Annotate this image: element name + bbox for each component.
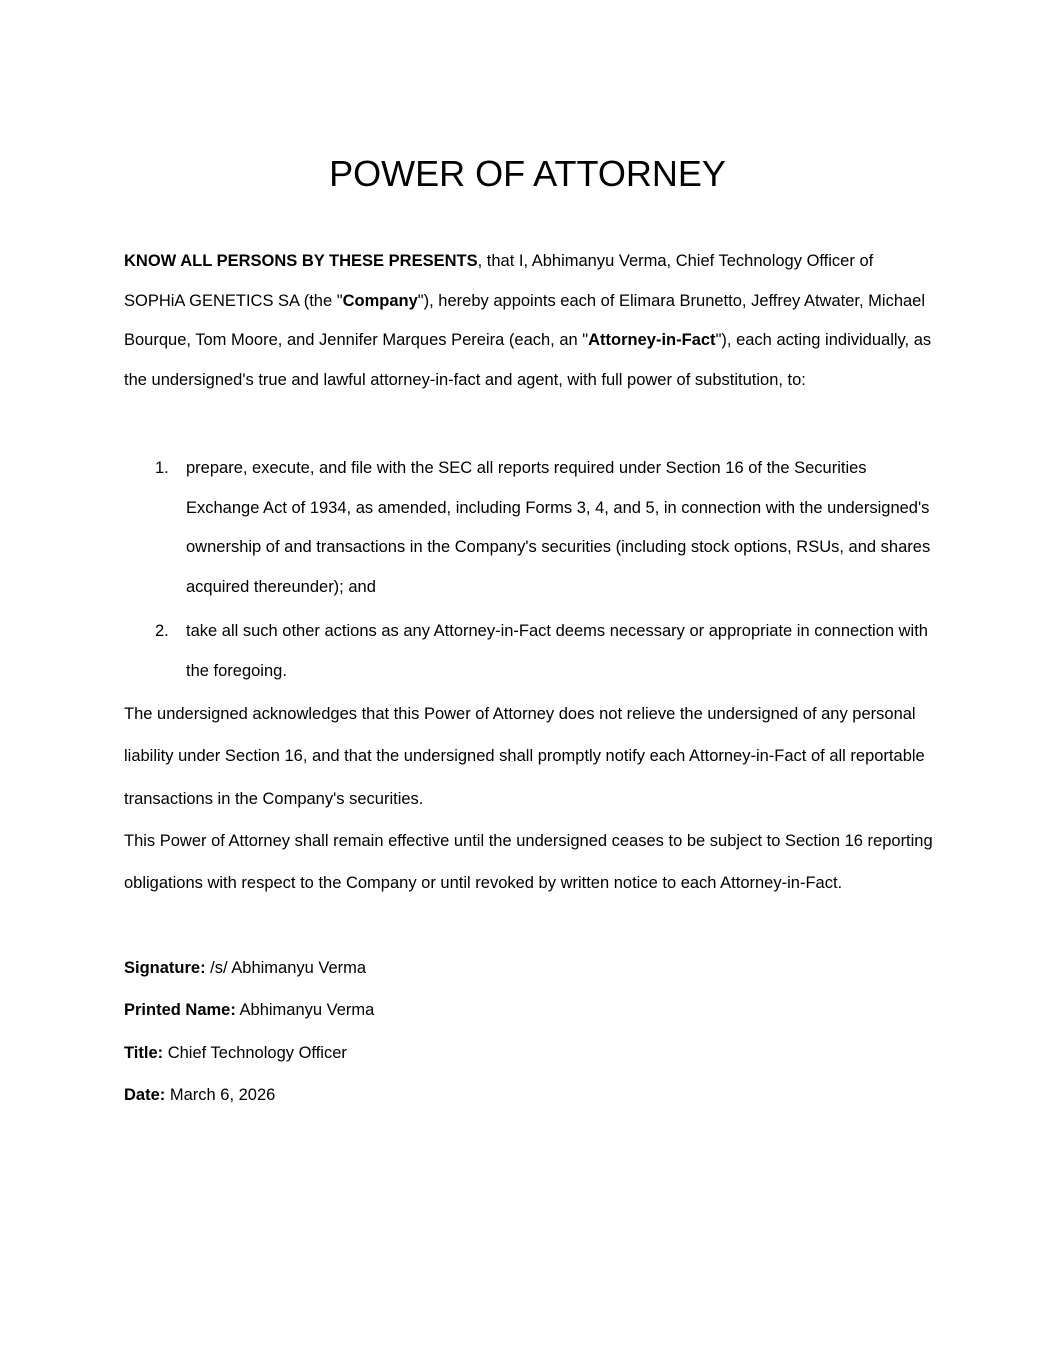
attorney-in-fact-term: Attorney-in-Fact: [588, 331, 716, 350]
list-item-number: 2.: [155, 622, 169, 640]
intro-text-1: , that I, Abhimanyu Verma, Chief Technology Officer of SOPHiA GENETICS SA (the ": [124, 252, 874, 310]
page-title: POWER OF ATTORNEY: [329, 153, 726, 194]
list-item-text: prepare, execute, and file with the SEC all reports required under Section 16 of the Securities Exchange Act of 1934, as amended, including Forms 3, 4, and 5, in connection with the undersigned's ownership of and transactions in the Company's securities (including stock options, RSUs, and shares acquired thereunder); and: [186, 459, 931, 596]
effective-paragraph: This Power of Attorney shall remain effective until the undersigned ceases to be subject to Section 16 reporting obligations with respect to the Company or until revoked by written notice to each Attorney-in-Fact.: [124, 832, 933, 893]
printed-name-label: Printed Name:: [124, 1001, 236, 1020]
title-row: [124, 1032, 936, 1074]
printed-name-value: Abhimanyu Verma: [235, 1001, 375, 1020]
date-label: Date:: [124, 1085, 166, 1104]
acknowledgment-paragraph: The undersigned acknowledges that this Power of Attorney does not relieve the undersigned of any personal liability under Section 16, and that the undersigned shall promptly notify each Attorney-in-Fact of all reportable transactions in the Company's securities.: [124, 705, 925, 808]
list-item: [124, 449, 936, 607]
date-row: [124, 1074, 936, 1116]
date-value: March 6, 2026: [165, 1085, 276, 1104]
intro-text-2: "), hereby appoints each of Elimara Brunetto, Jeffrey Atwater, Michael Bourque, Tom Moore, and Jennifer Marques Pereira (each, an ": [124, 291, 926, 350]
printed-name-row: [124, 989, 936, 1031]
title-value: Chief Technology Officer: [163, 1043, 347, 1062]
signature-row: [124, 947, 936, 989]
list-item: [124, 612, 936, 691]
intro-text-3: "), each acting individually, as the undersigned's true and lawful attorney-in-fact and agent, with full power of substitution, to:: [124, 331, 932, 390]
intro-paragraph: [124, 242, 936, 401]
list-item-text: take all such other actions as any Attorney-in-Fact deems necessary or appropriate in connection with the foregoing.: [186, 622, 928, 680]
signature-value: /s/ Abhimanyu Verma: [205, 959, 367, 977]
intro-lead: KNOW ALL PERSONS BY THESE PRESENTS: [124, 252, 478, 270]
company-term: Company: [342, 291, 418, 310]
list-item-number: 1.: [155, 459, 169, 477]
signature-block: [124, 947, 936, 1116]
title-label: Title:: [124, 1043, 164, 1062]
signature-label: Signature:: [124, 959, 206, 977]
powers-list: [124, 449, 936, 691]
